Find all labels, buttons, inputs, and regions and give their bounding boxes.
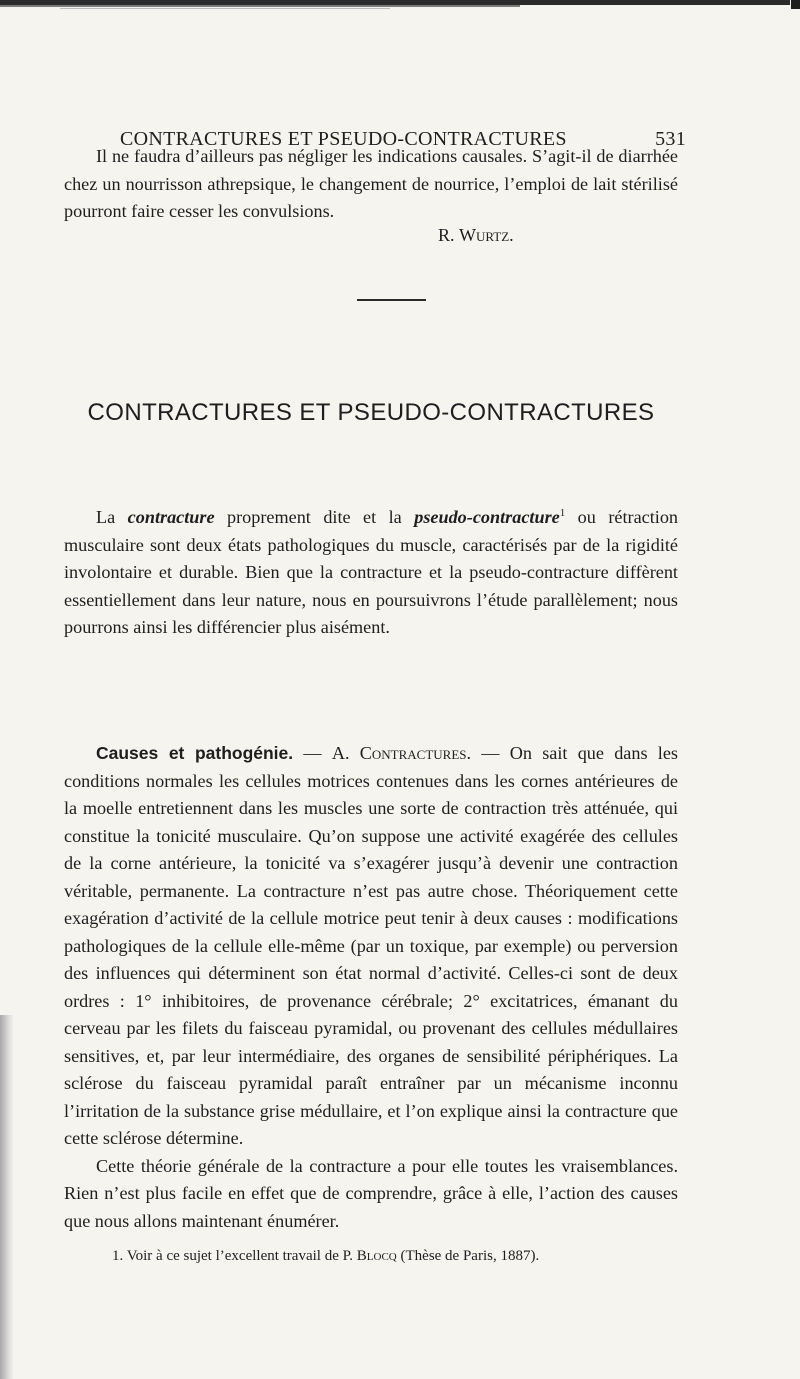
footnote-marker: 1 — [559, 506, 566, 519]
subhead-causes-pathogenie: Causes et pathogénie. — [96, 743, 294, 763]
corner-mark — [791, 0, 800, 9]
paragraph-causes-pathogenie — [64, 740, 678, 1153]
subhead-dash: — — [293, 743, 332, 763]
top-edge-rule-shadow — [0, 5, 520, 7]
intro-rest: ou rétraction musculaire sont deux états pathologiques du muscle, caractérisés par de la rigidité involontaire et durable. Bien que la contracture et la pseudo-contracture diffèrent essentiellement dans leur nature, nous en poursuivrons l’étude parallèlement; nous pourrons ainsi les différencier plus aisément. — [64, 507, 679, 637]
page-binding-shadow — [0, 1015, 14, 1379]
top-edge-rule-faint — [60, 8, 390, 9]
term-contracture: contracture — [127, 507, 215, 527]
signature-name: Wurtz. — [459, 225, 514, 245]
section-divider-rule — [357, 299, 426, 301]
paragraph-introduction — [64, 504, 678, 642]
term-pseudo-contracture: pseudo-contracture — [414, 507, 560, 527]
body-continued — [64, 740, 678, 1271]
footnote-text-after: (Thèse de Paris, 1887). — [396, 1248, 540, 1264]
author-signature — [438, 225, 514, 246]
footnote-text-before: 1. Voir à ce sujet l’excellent travail de P. — [112, 1248, 357, 1264]
footnote-author: Blocq — [356, 1248, 397, 1264]
signature-initial: R. — [438, 225, 455, 245]
paragraph-general-theory: Cette théorie générale de la contracture a pour elle toutes les vraisemblances. Rien n’est plus facile en effet que de comprendre, grâce à elle, l’action des causes que nous allons maintenant énumérer. — [64, 1155, 678, 1231]
intro-middle: proprement dite et la — [214, 507, 415, 527]
footnote — [112, 1243, 678, 1271]
causes-text: — On sait que dans les conditions normales les cellules motrices contenues dans les cornes antérieures de la moelle entretiennent dans les muscles une sorte de contraction très atténuée, qui constitue la tonicité musculaire. Qu’on suppose une activité exagérée des cellules de la corne antérieure, la tonicité va s’exagérer jusqu’à devenir une contraction véritable, permanente. La contracture n’est pas autre chose. Théoriquement cette exagération d’activité de la cellule motrice peut tenir à deux causes : modifications pathologiques de la cellule elle-même (par un toxique, par exemple) ou perversion des influences qui déterminent son état normal d’activité. Celles-ci sont de deux ordres : 1° inhibitoires, de provenance cérébrale; 2° excitatrices, émanant du cerveau par les filets du faisceau pyramidal, ou provenant des cellules médullaires sensitives, et, par leur intermédiaire, des organes de sensibilité périphériques. La sclérose du faisceau pyramidal paraît entraîner par un mécanisme inconnu l’irritation de la substance grise médullaire, et l’on explique ainsi la contracture que cette sclérose détermine. — [64, 743, 679, 1148]
paragraph-causal-indications: Il ne faudra d’ailleurs pas négliger les indications causales. S’agit-il de diarrhée chez un nourrisson athrepsique, le changement de nourrice, l’emploi de lait stérilisé pourront faire cesser les convulsions. — [64, 146, 678, 221]
subsection-label-contractures: A. Contractures. — [331, 743, 472, 763]
page-number: 531 — [655, 128, 686, 150]
intro-lead: La — [96, 507, 128, 527]
running-title: CONTRACTURES ET PSEUDO-CONTRACTURES — [120, 128, 567, 150]
section-title: CONTRACTURES ET PSEUDO-CONTRACTURES — [87, 399, 655, 426]
